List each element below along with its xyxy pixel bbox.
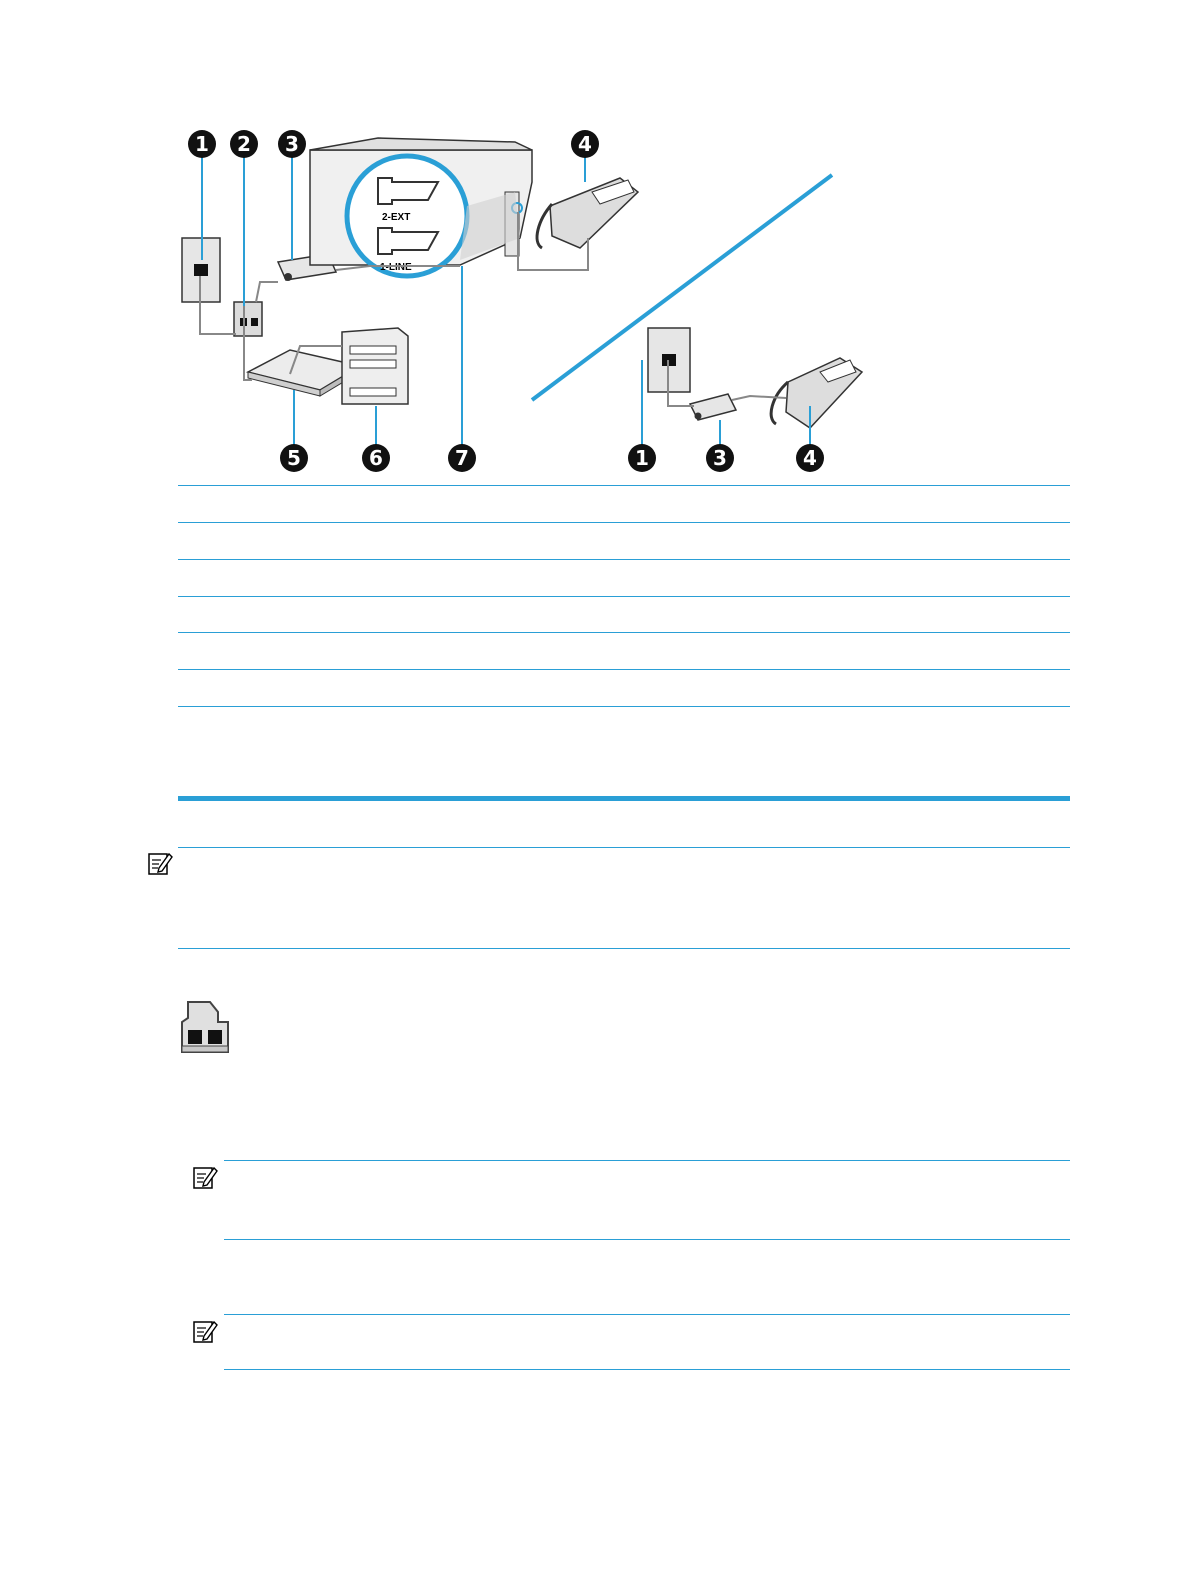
port-label-line: 1-LINE [380, 262, 412, 273]
section-heading-rule [178, 796, 1070, 801]
note-top-rule [178, 847, 1070, 848]
callout-label: 4 [578, 132, 592, 156]
telephone-bottom [771, 358, 862, 428]
note-icon [147, 850, 173, 876]
note-top-rule [224, 1160, 1070, 1161]
table-row-rule [178, 632, 1070, 633]
note-bottom-rule [224, 1369, 1070, 1370]
parallel-splitter-icon [178, 998, 232, 1056]
computer-tower [342, 328, 408, 404]
callout-badge [188, 130, 216, 158]
callout-label: 1 [195, 132, 209, 156]
callout-label: 5 [287, 446, 301, 470]
callout-badge [706, 444, 734, 472]
table-row-rule [178, 522, 1070, 523]
table-row-rule [178, 669, 1070, 670]
callout-badge [796, 444, 824, 472]
note-top-rule [224, 1314, 1070, 1315]
callout-label: 6 [369, 446, 383, 470]
callout-badge [230, 130, 258, 158]
callout-badge [571, 130, 599, 158]
callout-label: 3 [713, 446, 727, 470]
note-bottom-rule [224, 1239, 1070, 1240]
parallel-splitter [234, 302, 262, 336]
callout-label: 4 [803, 446, 817, 470]
table-row-rule [178, 559, 1070, 560]
port-label-ext: 2-EXT [382, 212, 411, 223]
telephone-top [537, 178, 638, 248]
callout-badge [362, 444, 390, 472]
dsl-filter-right [690, 394, 736, 420]
callout-label: 3 [285, 132, 299, 156]
table-row-rule [178, 706, 1070, 707]
table-header-rule [178, 485, 1070, 486]
note-bottom-rule [178, 948, 1070, 949]
callout-badge [448, 444, 476, 472]
callout-label: 1 [635, 446, 649, 470]
callout-badge [278, 130, 306, 158]
table-row-rule [178, 596, 1070, 597]
callout-label: 2 [237, 132, 251, 156]
note-icon [192, 1164, 218, 1190]
dsl-fax-setup-diagram [160, 120, 880, 480]
callout-badge [280, 444, 308, 472]
callout-badge [628, 444, 656, 472]
callout-label: 7 [455, 446, 469, 470]
note-icon [192, 1318, 218, 1344]
